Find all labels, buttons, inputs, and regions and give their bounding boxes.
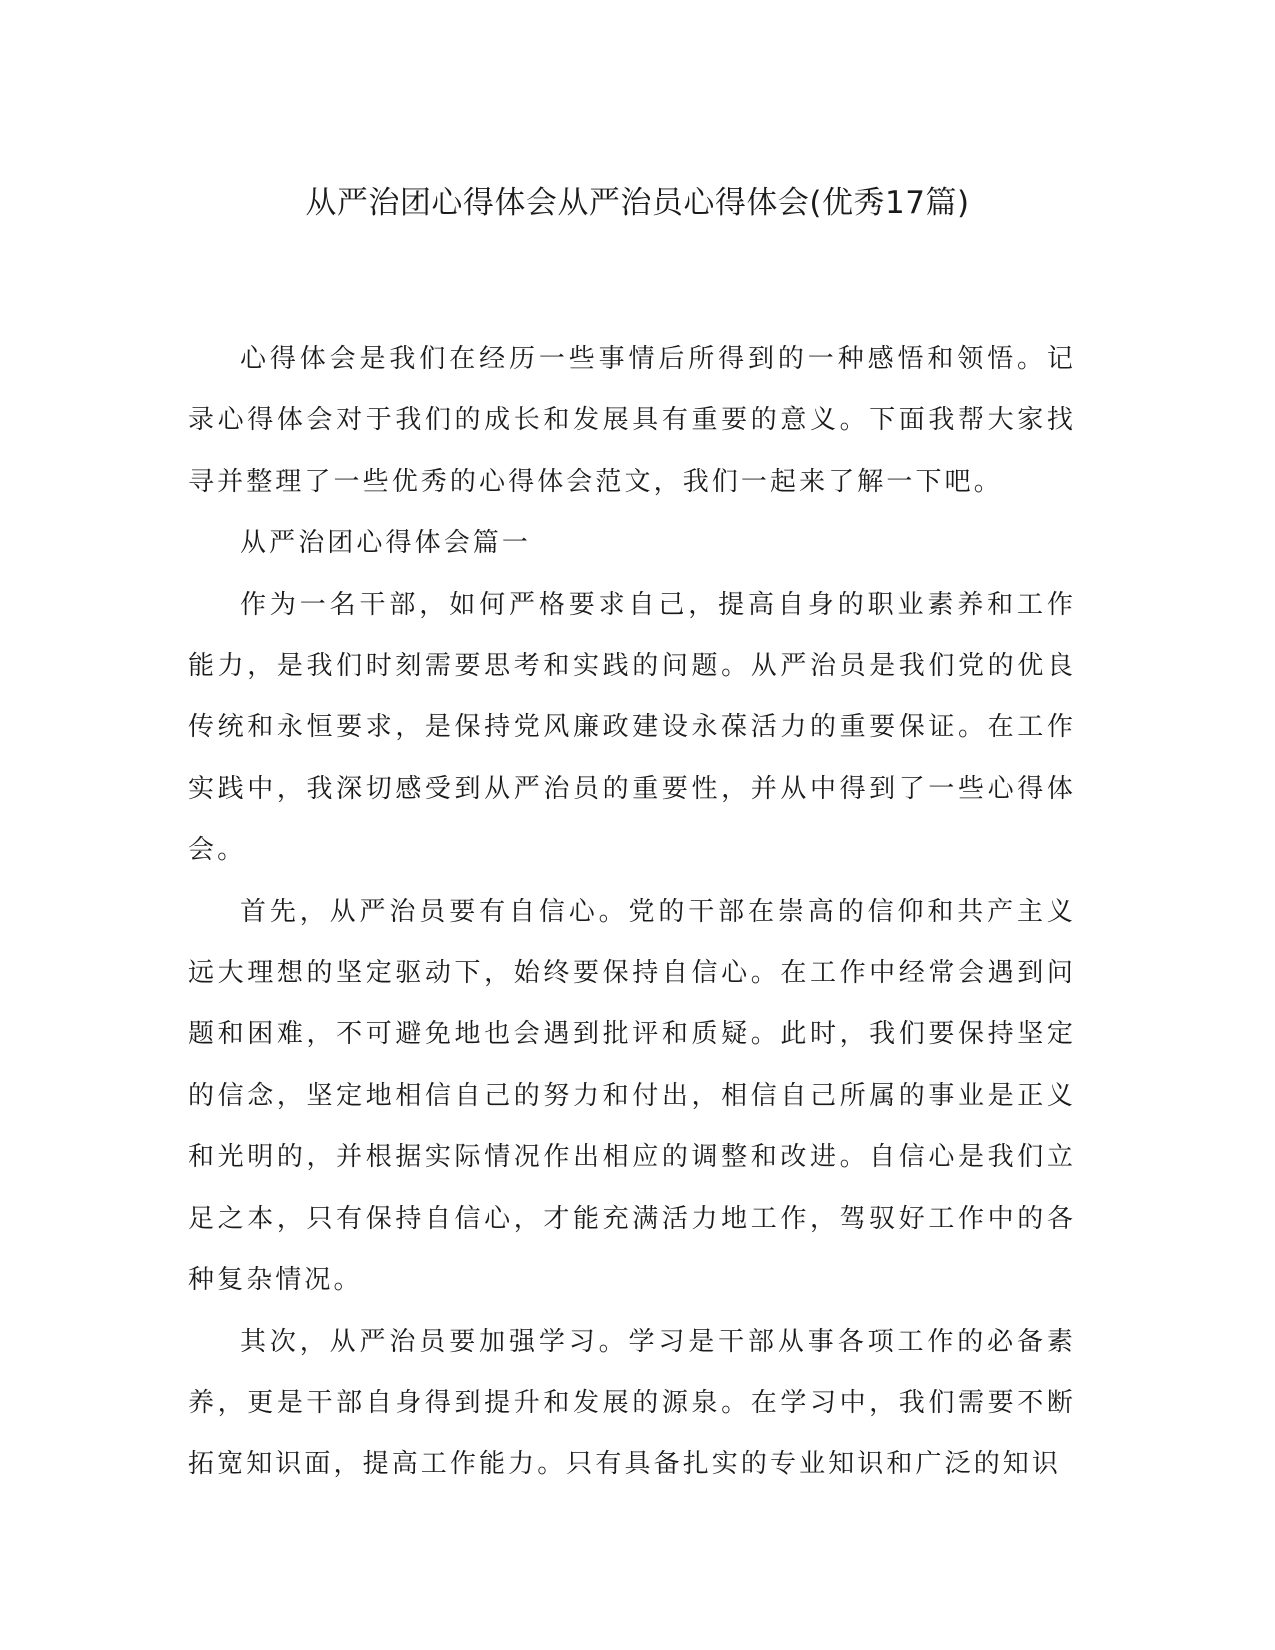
- document-body: [188, 329, 1076, 1496]
- paragraph: 作为一名干部，如何严格要求自己，提高自身的职业素养和工作能力，是我们时刻需要思考和实践的问题。从严治员是我们党的优良传统和永恒要求，是保持党风廉政建设永葆活力的重要保证。在工作实践中，我深切感受到从严治员的重要性，并从中得到了一些心得体会。: [188, 589, 1076, 866]
- section-heading: 从严治团心得体会篇一: [240, 528, 532, 559]
- document-title: 从严治团心得体会从严治员心得体会(优秀17篇): [305, 185, 970, 221]
- paragraph-intro: 心得体会是我们在经历一些事情后所得到的一种感悟和领悟。记录心得体会对于我们的成长和发展具有重要的意义。下面我帮大家找寻并整理了一些优秀的心得体会范文，我们一起来了解一下吧。: [188, 344, 1076, 497]
- paragraph: 其次，从严治员要加强学习。学习是干部从事各项工作的必备素养，更是干部自身得到提升和发展的源泉。在学习中，我们需要不断拓宽知识面，提高工作能力。只有具备扎实的专业知识和广泛的知识: [188, 1326, 1076, 1480]
- paragraph: 首先，从严治员要有自信心。党的干部在崇高的信仰和共产主义远大理想的坚定驱动下，始终要保持自信心。在工作中经常会遇到问题和困难，不可避免地也会遇到批评和质疑。此时，我们要保持坚定的信念，坚定地相信自己的努力和付出，相信自己所属的事业是正义和光明的，并根据实际情况作出相应的调整和改进。自信心是我们立足之本，只有保持自信心，才能充满活力地工作，驾驭好工作中的各种复杂情况。: [188, 896, 1076, 1296]
